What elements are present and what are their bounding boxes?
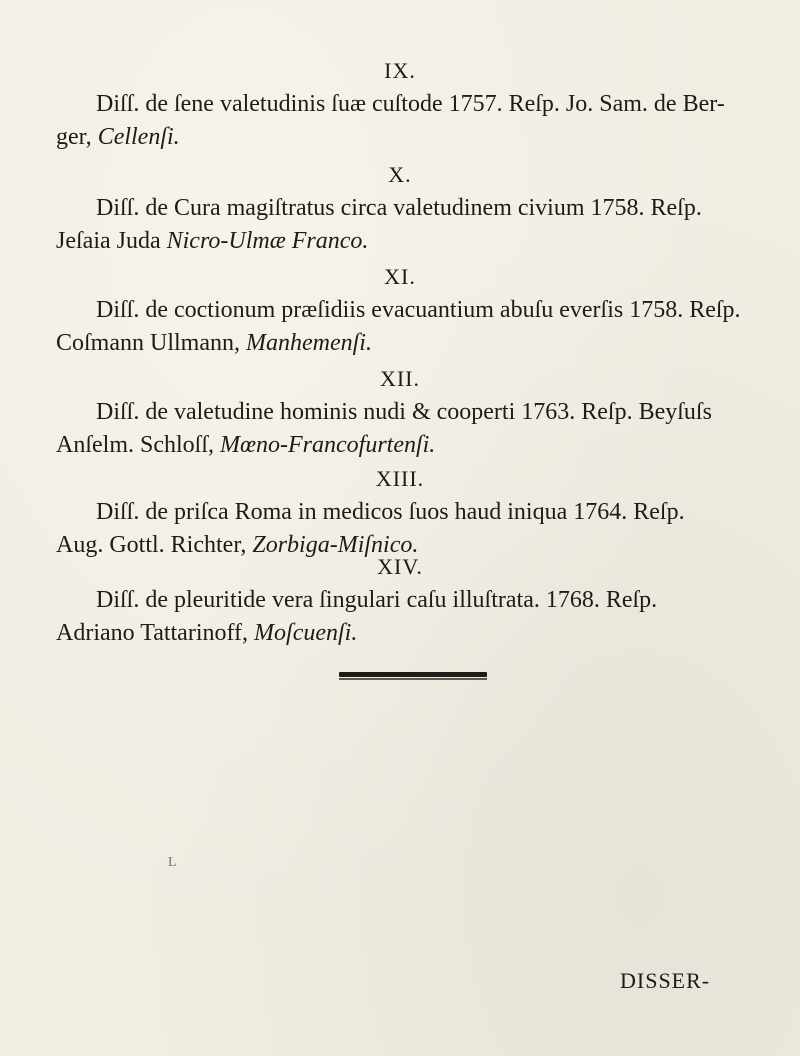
- entry-x: [56, 192, 772, 258]
- entry-ix: [56, 88, 772, 154]
- section-numeral-xi: XI.: [384, 264, 416, 289]
- ornamental-rule-thin: [339, 678, 487, 680]
- respondent-name: Jeſaia Juda: [56, 228, 167, 254]
- entry-xi: [56, 294, 772, 360]
- entry-respondent-line: [56, 225, 772, 258]
- entry-text-line: Diſſ. de valetudine hominis nudi & cooperti 1763. Reſp. Beyſuſs: [96, 399, 712, 425]
- entry-text-line: Diſſ. de pleuritide vera ſingulari caſu illuſtrata. 1768. Reſp.: [96, 587, 658, 613]
- entry-xiv: [56, 584, 772, 650]
- entry-text-line: Diſſ. de Cura magiſtratus circa valetudinem civium 1758. Reſp.: [96, 195, 702, 221]
- entry-respondent-line: [56, 121, 772, 154]
- respondent-name: Coſmann Ullmann,: [56, 330, 246, 356]
- entry-text-line: Diſſ. de ſene valetudinis ſuæ cuſtode 1757. Reſp. Jo. Sam. de Ber-: [96, 91, 725, 117]
- entry-text-line: Diſſ. de priſca Roma in medicos ſuos haud iniqua 1764. Reſp.: [96, 499, 685, 525]
- section-numeral-xiii: XIII.: [375, 466, 425, 491]
- respondent-origin: Manhemenſi.: [245, 330, 372, 356]
- section-numeral-xiv: XIV.: [377, 554, 423, 579]
- entry-respondent-line: [56, 617, 772, 650]
- respondent-name: Aug. Gottl. Richter,: [56, 532, 253, 558]
- ornamental-rule: [339, 672, 487, 677]
- respondent-name: Anſelm. Schloſſ,: [56, 432, 220, 458]
- entry-xii: [56, 396, 772, 462]
- respondent-name: Adriano Tattarinoff,: [56, 620, 255, 646]
- respondent-origin: Nicro-Ulmæ Franco.: [166, 228, 369, 254]
- catchword: DISSER-: [620, 968, 711, 993]
- entry-text-line: Diſſ. de coctionum præſidiis evacuantium abuſu everſis 1758. Reſp.: [96, 297, 741, 323]
- section-numeral-ix: IX.: [384, 58, 416, 83]
- section-numeral-x: X.: [388, 162, 412, 187]
- entry-respondent-line: [56, 327, 772, 360]
- section-numeral-xii: XII.: [379, 366, 421, 391]
- respondent-origin: Cellenſi.: [97, 124, 180, 150]
- respondent-origin: Mœno-Francofurtenſi.: [220, 432, 436, 458]
- entry-xiii: [56, 496, 772, 562]
- entry-respondent-line: [56, 429, 772, 462]
- respondent-origin: Moſcuenſi.: [254, 620, 358, 646]
- respondent-origin: Zorbiga-Miſnico.: [252, 532, 419, 558]
- stray-mark: L: [168, 855, 177, 870]
- respondent-name: ger,: [56, 124, 98, 150]
